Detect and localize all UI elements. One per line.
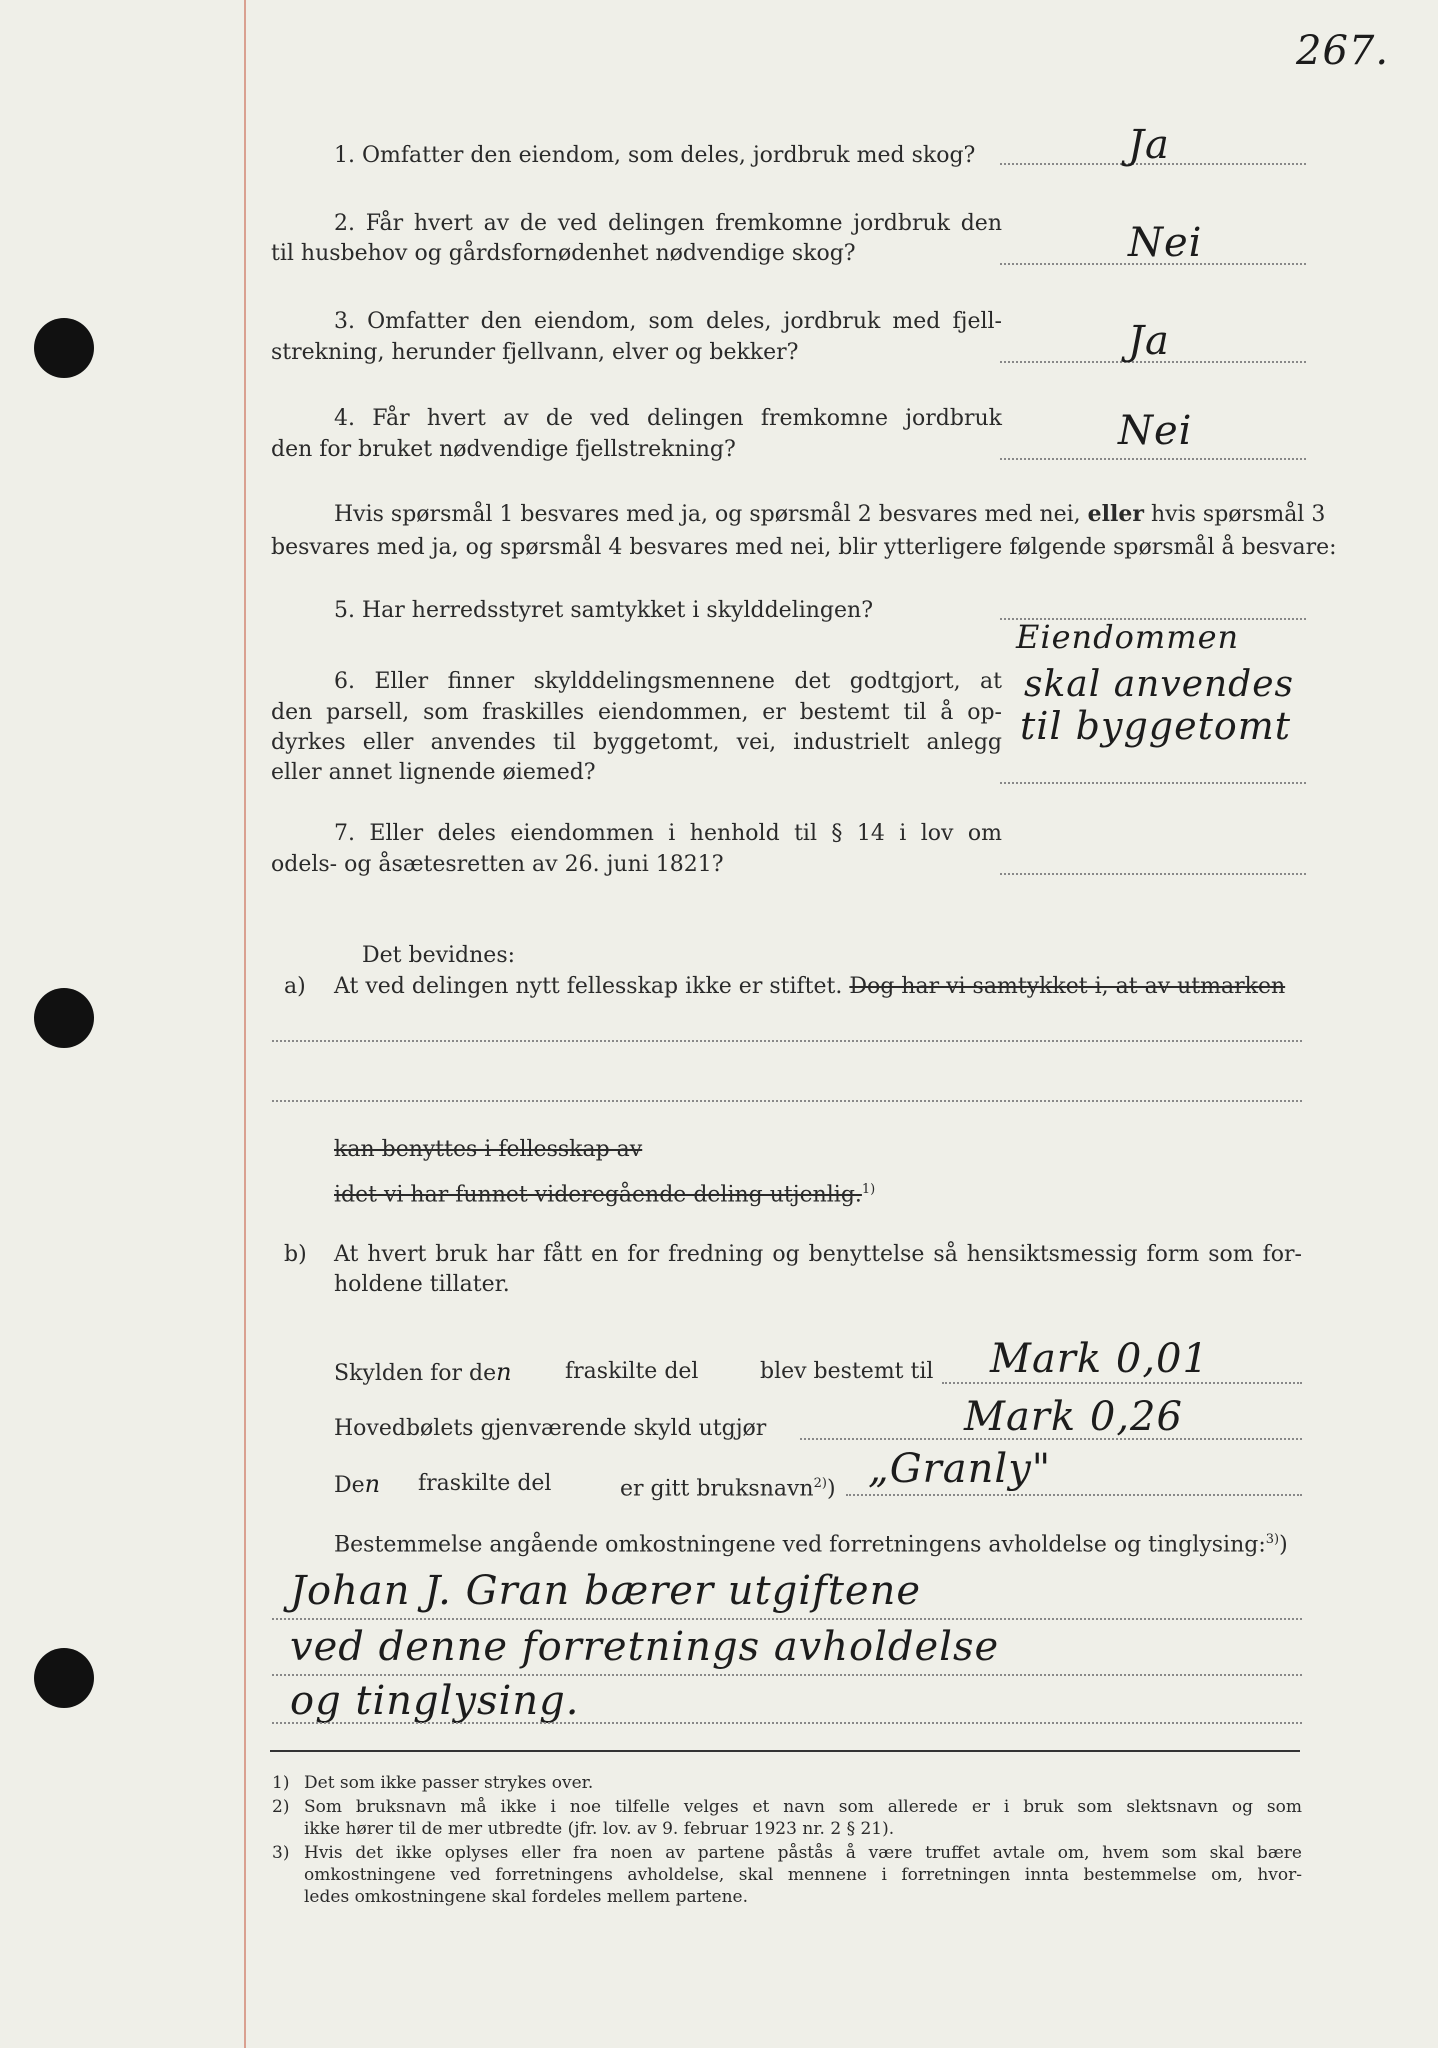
hovedbol-label: Hovedbølets gjenværende skyld utgjør — [334, 1416, 767, 1441]
question-6-line-2: den parsell, som fraskilles eiendommen, er bestemt til å op- — [271, 700, 1002, 725]
question-6-line-1: 6. Eller finner skylddelingsmennene det godtgjort, at — [334, 669, 1002, 694]
struck-line-2-text: idet vi har funnet videregående deling utjenlig. — [334, 1182, 862, 1208]
fill-line — [272, 1040, 1302, 1042]
skylden-value: Mark 0,01 — [990, 1336, 1209, 1382]
question-6-line-4: eller annet lignende øiemed? — [271, 760, 596, 785]
skylden-text: Skylden for de — [334, 1361, 497, 1386]
margin-rule — [244, 0, 246, 2048]
question-4-line-1: 4. Får hvert av de ved delingen fremkomne jordbruk — [334, 406, 1002, 431]
answer-line — [1000, 458, 1306, 460]
condition-emphasis: eller — [1087, 501, 1144, 527]
struck-line-2 — [334, 1174, 875, 1211]
answer-line — [1000, 873, 1306, 875]
item-a-text: At ved delingen nytt fellesskap ikke er stiftet. — [334, 974, 843, 999]
bestemmelse-line-1: Johan J. Gran bærer utgiftene — [290, 1568, 922, 1614]
footnote-3-line-2: omkostningene ved forretningens avholdelse, skal mennene i forretningen innta bestemmelse om, hvor- — [304, 1865, 1302, 1885]
item-a-line — [334, 971, 1285, 1003]
den-hand-n: n — [364, 1470, 382, 1498]
bestemmelse-text: Bestemmelse angående omkostningene ved forretningens avholdelse og tinglysing: — [334, 1532, 1266, 1558]
bruksnavn-text: er gitt bruksnavn — [620, 1476, 814, 1502]
answer-1: Ja — [1128, 122, 1170, 168]
question-7-line-1: 7. Eller deles eiendommen i henhold til § 14 i lov om — [334, 821, 1002, 846]
punch-hole — [34, 1648, 94, 1708]
condition-text-a: Hvis spørsmål 1 besvares med ja, og spørsmål 2 besvares med nei, — [334, 502, 1081, 527]
footnote-1: Det som ikke passer strykes over. — [304, 1773, 594, 1793]
fill-line — [272, 1618, 1302, 1620]
hovedbol-value: Mark 0,26 — [964, 1394, 1183, 1440]
question-7-line-2: odels- og åsætesretten av 26. juni 1821? — [271, 852, 724, 877]
question-3-line-2: strekning, herunder fjellvann, elver og bekker? — [271, 340, 799, 365]
footnote-2-line-2: ikke hører til de mer utbredte (jfr. lov. av 9. februar 1923 nr. 2 § 21). — [304, 1819, 895, 1839]
answer-2: Nei — [1128, 220, 1203, 266]
answer-6-line-1: Eiendommen — [1016, 618, 1240, 656]
condition-line-2: besvares med ja, og spørsmål 4 besvares med nei, blir ytterligere følgende spørsmål å besvare: — [271, 535, 1337, 560]
footnote-ref: 2) — [813, 1476, 827, 1491]
page-number: 267. — [1296, 28, 1390, 74]
question-3-line-1: 3. Omfatter den eiendom, som deles, jordbruk med fjell- — [334, 309, 1002, 334]
question-4-line-2: den for bruket nødvendige fjellstrekning? — [271, 437, 736, 462]
punch-hole — [34, 988, 94, 1048]
answer-6-line-3: til byggetomt — [1020, 704, 1292, 748]
item-b-line-2: holdene tillater. — [334, 1272, 510, 1297]
item-b-marker: b) — [284, 1242, 307, 1267]
bruksnavn-value: „Granly" — [868, 1446, 1052, 1492]
bruksnavn-label-a — [334, 1468, 381, 1502]
condition-text-b: hvis spørsmål 3 — [1150, 502, 1326, 527]
item-a-struck-text: Dog har vi samtykket i, at av utmarken — [849, 974, 1286, 999]
bruksnavn-label-c: er gitt bruksnavn$^{2)}$) — [620, 1476, 836, 1502]
footnote-2-line-1: Som bruksnavn må ikke i noe tilfelle velges et navn som allerede er i bruk som slektsnavn og som — [304, 1797, 1302, 1817]
answer-6-line-2: skal anvendes — [1024, 664, 1295, 705]
footnote-1-number: 1) — [272, 1773, 290, 1793]
answer-4: Nei — [1118, 408, 1193, 454]
question-2-line-1: 2. Får hvert av de ved delingen fremkomne jordbruk den — [334, 211, 1002, 236]
footnote-3-number: 3) — [272, 1843, 290, 1863]
skylden-hand-n: n — [496, 1358, 513, 1386]
question-6-line-3: dyrkes eller anvendes til byggetomt, vei, industrielt anlegg — [271, 730, 1002, 755]
footnote-3-line-3: ledes omkostningene skal fordeles mellem partene. — [304, 1887, 749, 1907]
value-line — [942, 1382, 1302, 1384]
question-1: 1. Omfatter den eiendom, som deles, jordbruk med skog? — [334, 143, 976, 168]
question-2-line-2: til husbehov og gårdsfornødenhet nødvendige skog? — [271, 241, 856, 266]
skylden-label-a — [334, 1356, 513, 1390]
fill-line — [272, 1674, 1302, 1676]
footnote-2-number: 2) — [272, 1797, 290, 1817]
skylden-label-c: blev bestemt til — [760, 1359, 934, 1384]
answer-line — [1000, 782, 1306, 784]
bestemmelse-line-2: ved denne forretnings avholdelse — [290, 1624, 1000, 1670]
footnote-ref: 1) — [861, 1182, 876, 1197]
item-a-marker: a) — [284, 974, 306, 999]
struck-line-1: kan benyttes i fellesskap av — [334, 1137, 643, 1162]
value-line — [846, 1494, 1302, 1496]
answer-3: Ja — [1128, 318, 1170, 364]
fill-line — [272, 1100, 1302, 1102]
punch-hole — [34, 318, 94, 378]
bestemmelse-line-3: og tinglysing. — [290, 1678, 580, 1724]
bestemmelse-label: Bestemmelse angående omkostningene ved forretningens avholdelse og tinglysing:$^{3)}$) — [334, 1532, 1288, 1558]
fill-line — [272, 1722, 1302, 1724]
footnote-3-line-1: Hvis det ikke oplyses eller fra noen av partene påstås å være truffet avtale om, hvem som skal bære — [304, 1843, 1302, 1863]
footnote-ref: 3) — [1265, 1532, 1280, 1547]
certification-heading: Det bevidnes: — [362, 943, 516, 968]
skylden-label-b: fraskilte del — [565, 1359, 699, 1384]
den-text: De — [334, 1473, 365, 1498]
condition-line-1 — [334, 498, 1325, 531]
question-5: 5. Har herredsstyret samtykket i skylddelingen? — [334, 598, 873, 623]
footnote-separator — [270, 1750, 1300, 1752]
item-b-line-1: At hvert bruk har fått en for fredning og benyttelse så hensiktsmessig form som for- — [334, 1242, 1302, 1267]
bruksnavn-label-b: fraskilte del — [418, 1471, 552, 1496]
